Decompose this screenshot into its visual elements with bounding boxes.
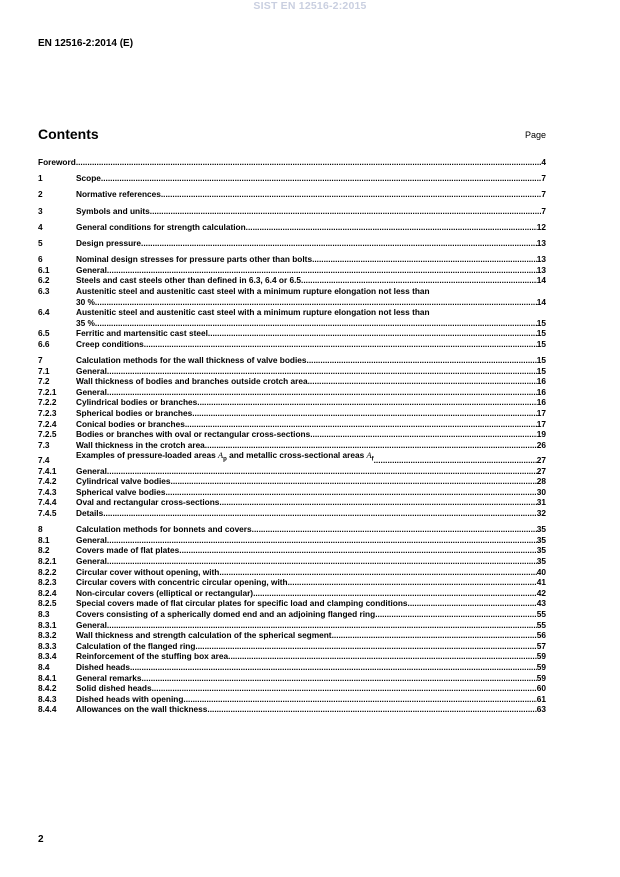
toc-entry-page: 12 bbox=[536, 221, 546, 232]
toc-entry[interactable] bbox=[38, 683, 546, 694]
toc-leader-dots bbox=[375, 609, 537, 620]
toc-entry-label: Nominal design stresses for pressure parts other than bolts bbox=[76, 254, 313, 265]
toc-entry-page: 16 bbox=[536, 376, 546, 387]
toc-entry-label: General bbox=[76, 619, 107, 630]
toc-entry-page: 55 bbox=[536, 608, 546, 619]
toc-entry[interactable] bbox=[38, 630, 546, 641]
toc-leader-dots bbox=[252, 524, 537, 535]
toc-entry-page: 13 bbox=[536, 254, 546, 265]
toc-entry-label: Covers consisting of a spherically domed end and an adjoining flanged ring bbox=[76, 608, 376, 619]
toc-entry-page: 15 bbox=[536, 365, 546, 376]
toc-entry-number: 8.3 bbox=[38, 608, 50, 619]
toc-entry[interactable] bbox=[38, 476, 546, 487]
toc-leader-dots bbox=[107, 556, 537, 567]
toc-entry-label: Dished heads with opening bbox=[76, 693, 184, 704]
toc-entry-number: 7.4.1 bbox=[38, 465, 57, 476]
toc-entry-page: 17 bbox=[536, 418, 546, 429]
toc-entry[interactable] bbox=[38, 328, 546, 339]
toc-entry[interactable] bbox=[38, 339, 546, 350]
toc-entry-page: 28 bbox=[536, 476, 546, 487]
toc-entry-number: 7.2.5 bbox=[38, 429, 57, 440]
toc-entry-label: Circular cover without opening, with bbox=[76, 566, 220, 577]
toc-entry-continuation bbox=[38, 318, 546, 329]
toc-entry-number: 8.2.3 bbox=[38, 577, 57, 588]
toc-leader-dots bbox=[192, 408, 537, 419]
toc-entry-number: 5 bbox=[38, 237, 43, 248]
toc-entry-label: Cylindrical valve bodies bbox=[76, 476, 171, 487]
toc-leader-dots bbox=[95, 318, 537, 329]
toc-leader-dots bbox=[205, 440, 537, 451]
toc-entry-page: 19 bbox=[536, 429, 546, 440]
toc-entry-label: Steels and cast steels other than defined in 6.3, 6.4 or 6.5 bbox=[76, 275, 302, 286]
toc-entry-page: 16 bbox=[536, 397, 546, 408]
toc-entry-foreword[interactable] bbox=[38, 157, 546, 168]
toc-leader-dots bbox=[179, 545, 536, 556]
symbol-area-f: A bbox=[366, 451, 372, 461]
toc-leader-dots bbox=[107, 620, 537, 631]
toc-entry-label: Oval and rectangular cross-sections bbox=[76, 497, 220, 508]
contents-title: Contents bbox=[38, 126, 99, 142]
toc-entry-label: Calculation of the flanged ring bbox=[76, 640, 196, 651]
toc-entry-label bbox=[76, 450, 374, 465]
toc-entry-number: 8.1 bbox=[38, 534, 50, 545]
toc-leader-dots bbox=[183, 694, 536, 705]
toc-entry-label: Design pressure bbox=[76, 237, 142, 248]
toc-entry-page: 7 bbox=[541, 173, 546, 184]
document-id: EN 12516-2:2014 (E) bbox=[38, 38, 134, 49]
toc-entry-label: Non-circular covers (elliptical or rectangular) bbox=[76, 587, 254, 598]
toc-entry-number: 8.2.1 bbox=[38, 556, 57, 566]
toc-entry[interactable] bbox=[38, 275, 546, 286]
toc-entry-page: 63 bbox=[536, 704, 546, 715]
toc-entry-page: 40 bbox=[536, 566, 546, 577]
toc-entry-label: General remarks bbox=[76, 672, 142, 683]
toc-entry-page: 61 bbox=[536, 693, 546, 704]
toc-leader-dots bbox=[150, 206, 542, 217]
toc-leader-dots bbox=[144, 339, 537, 350]
toc-entry-label: Cylindrical bodies or branches bbox=[76, 397, 198, 408]
toc-entry-label: General bbox=[76, 534, 107, 545]
toc-entry-number: 8.2.2 bbox=[38, 566, 57, 577]
toc-entry-number: 6.5 bbox=[38, 328, 50, 339]
toc-entry-label-part: Examples of pressure-loaded areas bbox=[76, 450, 216, 461]
toc-entry-number: 6.2 bbox=[38, 275, 50, 286]
toc-entry-label-part: and metallic cross-sectional areas bbox=[229, 450, 365, 461]
toc-entry-label: Austenitic steel and austenitic cast steel with a minimum rupture elongation not less than bbox=[76, 307, 430, 318]
toc-entry[interactable] bbox=[38, 556, 546, 567]
toc-entry[interactable] bbox=[38, 376, 546, 387]
toc-entry-number: 8.4.2 bbox=[38, 683, 57, 694]
toc-leader-dots bbox=[312, 254, 537, 265]
toc-leader-dots bbox=[130, 662, 537, 673]
toc-leader-dots bbox=[308, 376, 537, 387]
toc-entry[interactable] bbox=[38, 535, 546, 546]
toc-entry[interactable] bbox=[38, 651, 546, 662]
toc-leader-dots bbox=[197, 397, 537, 408]
toc-entry-page: 59 bbox=[536, 661, 546, 672]
toc-entry-label: Normative references bbox=[76, 189, 161, 200]
toc-entry-number: 7.2.4 bbox=[38, 418, 57, 429]
toc-entry-page: 55 bbox=[536, 619, 546, 630]
toc-entry-page: 14 bbox=[536, 296, 546, 307]
toc-entry-number: 8.4.3 bbox=[38, 693, 57, 704]
toc-leader-dots bbox=[161, 189, 542, 200]
toc-entry-number: 7.4.4 bbox=[38, 497, 57, 508]
toc-entry[interactable] bbox=[38, 662, 546, 673]
toc-entry-number: 8.3.1 bbox=[38, 619, 57, 630]
toc-entry-page: 57 bbox=[536, 640, 546, 651]
toc-entry[interactable] bbox=[38, 598, 546, 609]
toc-entry-label: General bbox=[76, 264, 107, 275]
toc-entry-number: 7.2.1 bbox=[38, 386, 57, 397]
toc-entry-number: 7.3 bbox=[38, 439, 50, 450]
toc-entry[interactable] bbox=[38, 577, 546, 588]
toc-entry[interactable] bbox=[38, 173, 546, 184]
toc-entry-number: 8.4 bbox=[38, 661, 50, 672]
toc-entry-page: 60 bbox=[536, 683, 546, 694]
toc-entry-label: Calculation methods for bonnets and covers bbox=[76, 524, 252, 535]
symbol-area-p: A bbox=[218, 451, 224, 461]
toc-leader-dots bbox=[307, 355, 537, 366]
toc-entry-page: 35 bbox=[536, 534, 546, 545]
toc-entry[interactable] bbox=[38, 440, 546, 451]
toc-entry-number: 6.1 bbox=[38, 264, 50, 275]
toc-entry-page: 31 bbox=[536, 497, 546, 508]
toc-entry-label: Conical bodies or branches bbox=[76, 418, 185, 429]
symbol-subscript: p bbox=[223, 457, 227, 464]
page-number: 2 bbox=[38, 834, 44, 845]
toc-entry-label: Wall thickness in the crotch area bbox=[76, 439, 205, 450]
toc-entry-number: 1 bbox=[38, 173, 43, 184]
toc-entry-number: 3 bbox=[38, 205, 43, 216]
toc-entry-label: Wall thickness of bodies and branches outside crotch area bbox=[76, 376, 308, 387]
toc-leader-dots bbox=[107, 535, 537, 546]
toc-entry-number: 8.4.4 bbox=[38, 704, 57, 715]
watermark: SIST EN 12516-2:2015 bbox=[253, 0, 367, 12]
toc-entry-page: 27 bbox=[536, 465, 546, 476]
toc-entry-page: 35 bbox=[536, 524, 546, 535]
toc-entry[interactable] bbox=[38, 588, 546, 599]
toc-entry-continuation bbox=[38, 297, 546, 308]
toc-entry-page: 17 bbox=[536, 408, 546, 419]
toc-entry-page: 43 bbox=[536, 598, 546, 609]
toc-entry-page: 26 bbox=[536, 439, 546, 450]
toc-entry-label: Spherical bodies or branches bbox=[76, 408, 193, 419]
toc-entry-label: Solid dished heads bbox=[76, 683, 152, 694]
toc-entry-page: 13 bbox=[536, 264, 546, 275]
toc-entry-page: 15 bbox=[536, 317, 546, 328]
page-column-header: Page bbox=[524, 130, 546, 140]
toc-entry-label: Spherical valve bodies bbox=[76, 486, 166, 497]
toc-entry-number: 7.4.2 bbox=[38, 476, 57, 487]
toc-entry-number: 8.3.4 bbox=[38, 651, 57, 662]
toc-entry-label: Details bbox=[76, 508, 104, 519]
toc-entry-label: Symbols and units bbox=[76, 205, 150, 216]
toc-entry[interactable] bbox=[38, 222, 546, 233]
toc-entry[interactable] bbox=[38, 286, 546, 297]
toc-leader-dots bbox=[185, 419, 537, 430]
toc-leader-dots bbox=[107, 466, 537, 477]
toc-entry-label: Bodies or branches with oval or rectangular cross-sections bbox=[76, 429, 311, 440]
toc-leader-dots bbox=[219, 567, 536, 578]
toc-entry-page: 59 bbox=[536, 672, 546, 683]
toc-entry[interactable] bbox=[38, 429, 546, 440]
toc-entry[interactable] bbox=[38, 397, 546, 408]
toc-entry-number: 6 bbox=[38, 254, 43, 265]
toc-entry[interactable] bbox=[38, 487, 546, 498]
toc-entry-label-continued: 30 % bbox=[76, 296, 95, 307]
toc-leader-dots bbox=[142, 673, 537, 684]
toc-entry[interactable] bbox=[38, 387, 546, 398]
toc-entry-label: Scope bbox=[76, 173, 101, 184]
toc-entry[interactable] bbox=[38, 620, 546, 631]
toc-entry[interactable] bbox=[38, 366, 546, 377]
toc-entry-number: 7.2.2 bbox=[38, 397, 57, 408]
toc-entry-label: General bbox=[76, 365, 107, 376]
toc-entry-label: Ferritic and martensitic cast steel bbox=[76, 328, 208, 339]
toc-entry-label: Creep conditions bbox=[76, 338, 144, 349]
toc-entry[interactable] bbox=[38, 545, 546, 556]
toc-entry[interactable] bbox=[38, 419, 546, 430]
symbol-subscript: f bbox=[371, 457, 374, 464]
toc-entry-number: 8 bbox=[38, 524, 43, 535]
toc-entry[interactable] bbox=[38, 265, 546, 276]
toc-entry-label: General bbox=[76, 465, 107, 476]
toc-entry[interactable] bbox=[38, 238, 546, 249]
toc-entry-page: 35 bbox=[536, 545, 546, 556]
toc-leader-dots bbox=[310, 429, 537, 440]
toc-entry-label: Covers made of flat plates bbox=[76, 545, 180, 556]
toc-entry-number: 8.2.5 bbox=[38, 598, 57, 609]
toc-entry-number: 2 bbox=[38, 189, 43, 200]
toc-entry[interactable] bbox=[38, 189, 546, 200]
toc-entry-page: 15 bbox=[536, 338, 546, 349]
toc-entry-number: 7.4 bbox=[38, 455, 50, 466]
toc-leader-dots bbox=[195, 641, 536, 652]
toc-entry-label-continued: 35 % bbox=[76, 317, 95, 328]
toc-entry-number: 7.4.5 bbox=[38, 508, 57, 519]
toc-entry-page: 16 bbox=[536, 386, 546, 397]
toc-entry-number: 8.4.1 bbox=[38, 672, 57, 683]
toc-entry-number: 7.2.3 bbox=[38, 408, 57, 419]
toc-entry-page: 15 bbox=[536, 328, 546, 339]
toc-leader-dots bbox=[101, 173, 541, 184]
toc-entry-label: Dished heads bbox=[76, 661, 130, 672]
toc-entry-number: 8.3.2 bbox=[38, 630, 57, 641]
toc-leader-dots bbox=[95, 297, 537, 308]
toc-entry-page: 7 bbox=[541, 189, 546, 200]
toc-entry-page: 59 bbox=[536, 651, 546, 662]
toc-entry[interactable] bbox=[38, 254, 546, 265]
toc-leader-dots bbox=[219, 497, 536, 508]
toc-entry-page: 14 bbox=[536, 275, 546, 286]
toc-leader-dots bbox=[207, 704, 536, 715]
toc-leader-dots bbox=[76, 157, 542, 168]
toc-leader-dots bbox=[152, 683, 537, 694]
toc-entry-page: 35 bbox=[536, 556, 546, 566]
toc-entry-page: 27 bbox=[536, 455, 546, 466]
toc-entry-label: Circular covers with concentric circular opening, with bbox=[76, 577, 288, 588]
toc-entry-number: 8.2 bbox=[38, 545, 50, 556]
toc-leader-dots bbox=[208, 328, 537, 339]
toc-entry-page: 4 bbox=[541, 157, 546, 167]
toc-entry-number: 7.4.3 bbox=[38, 486, 57, 497]
toc-entry[interactable] bbox=[38, 497, 546, 508]
toc-leader-dots bbox=[332, 630, 537, 641]
toc-leader-dots bbox=[288, 577, 537, 588]
toc-entry-page: 7 bbox=[541, 205, 546, 216]
toc-entry-page: 13 bbox=[536, 237, 546, 248]
toc-leader-dots bbox=[103, 508, 537, 519]
toc-entry[interactable] bbox=[38, 355, 546, 366]
toc-entry[interactable] bbox=[38, 206, 546, 217]
toc-entry[interactable] bbox=[38, 408, 546, 419]
toc-leader-dots bbox=[107, 366, 537, 377]
toc-entry-label: General conditions for strength calculation bbox=[76, 221, 246, 232]
toc-leader-dots bbox=[107, 387, 537, 398]
toc-entry-label: Wall thickness and strength calculation of the spherical segment bbox=[76, 630, 332, 641]
table-of-contents bbox=[38, 157, 546, 715]
toc-entry-page: 30 bbox=[536, 486, 546, 497]
toc-entry-number: 8.2.4 bbox=[38, 587, 57, 598]
toc-leader-dots bbox=[246, 222, 537, 233]
toc-leader-dots bbox=[171, 476, 537, 487]
toc-entry[interactable] bbox=[38, 641, 546, 652]
toc-entry[interactable] bbox=[38, 704, 546, 715]
toc-entry-number: 7 bbox=[38, 355, 43, 366]
toc-entry-page: 42 bbox=[536, 587, 546, 598]
toc-entry-number: 6.3 bbox=[38, 285, 50, 296]
toc-entry[interactable] bbox=[38, 609, 546, 620]
toc-leader-dots bbox=[371, 455, 537, 466]
toc-entry[interactable] bbox=[38, 508, 546, 519]
toc-entry-label: Reinforcement of the stuffing box area bbox=[76, 651, 229, 662]
toc-entry-label: General bbox=[76, 386, 107, 397]
toc-entry[interactable] bbox=[38, 450, 546, 465]
toc-entry-number: 6.4 bbox=[38, 307, 50, 318]
toc-leader-dots bbox=[301, 275, 537, 286]
toc-leader-dots bbox=[228, 651, 537, 662]
toc-entry[interactable] bbox=[38, 466, 546, 477]
toc-entry[interactable] bbox=[38, 307, 546, 318]
toc-entry[interactable] bbox=[38, 524, 546, 535]
toc-entry[interactable] bbox=[38, 567, 546, 578]
toc-entry[interactable] bbox=[38, 694, 546, 705]
toc-entry-number: 7.2 bbox=[38, 376, 50, 387]
toc-entry-page: 56 bbox=[536, 630, 546, 641]
toc-entry-page: 32 bbox=[536, 508, 546, 519]
toc-entry-label: Special covers made of flat circular plates for specific load and clamping conditions bbox=[76, 598, 408, 609]
toc-entry-label: Foreword bbox=[38, 157, 76, 167]
toc-leader-dots bbox=[253, 588, 537, 599]
toc-entry-number: 6.6 bbox=[38, 338, 50, 349]
toc-entry-number: 7.1 bbox=[38, 365, 50, 376]
toc-entry-label: Allowances on the wall thickness bbox=[76, 704, 208, 715]
toc-leader-dots bbox=[165, 487, 536, 498]
toc-entry[interactable] bbox=[38, 673, 546, 684]
toc-entry-label: Austenitic steel and austenitic cast steel with a minimum rupture elongation not less than bbox=[76, 285, 430, 296]
toc-entry-number: 4 bbox=[38, 221, 43, 232]
toc-entry-label: Calculation methods for the wall thickness of valve bodies bbox=[76, 355, 307, 366]
toc-leader-dots bbox=[107, 265, 537, 276]
toc-entry-label: General bbox=[76, 556, 107, 566]
toc-leader-dots bbox=[408, 598, 537, 609]
toc-leader-dots bbox=[141, 238, 537, 249]
toc-entry-number: 8.3.3 bbox=[38, 640, 57, 651]
toc-entry-page: 15 bbox=[536, 355, 546, 366]
toc-entry-page: 41 bbox=[536, 577, 546, 588]
